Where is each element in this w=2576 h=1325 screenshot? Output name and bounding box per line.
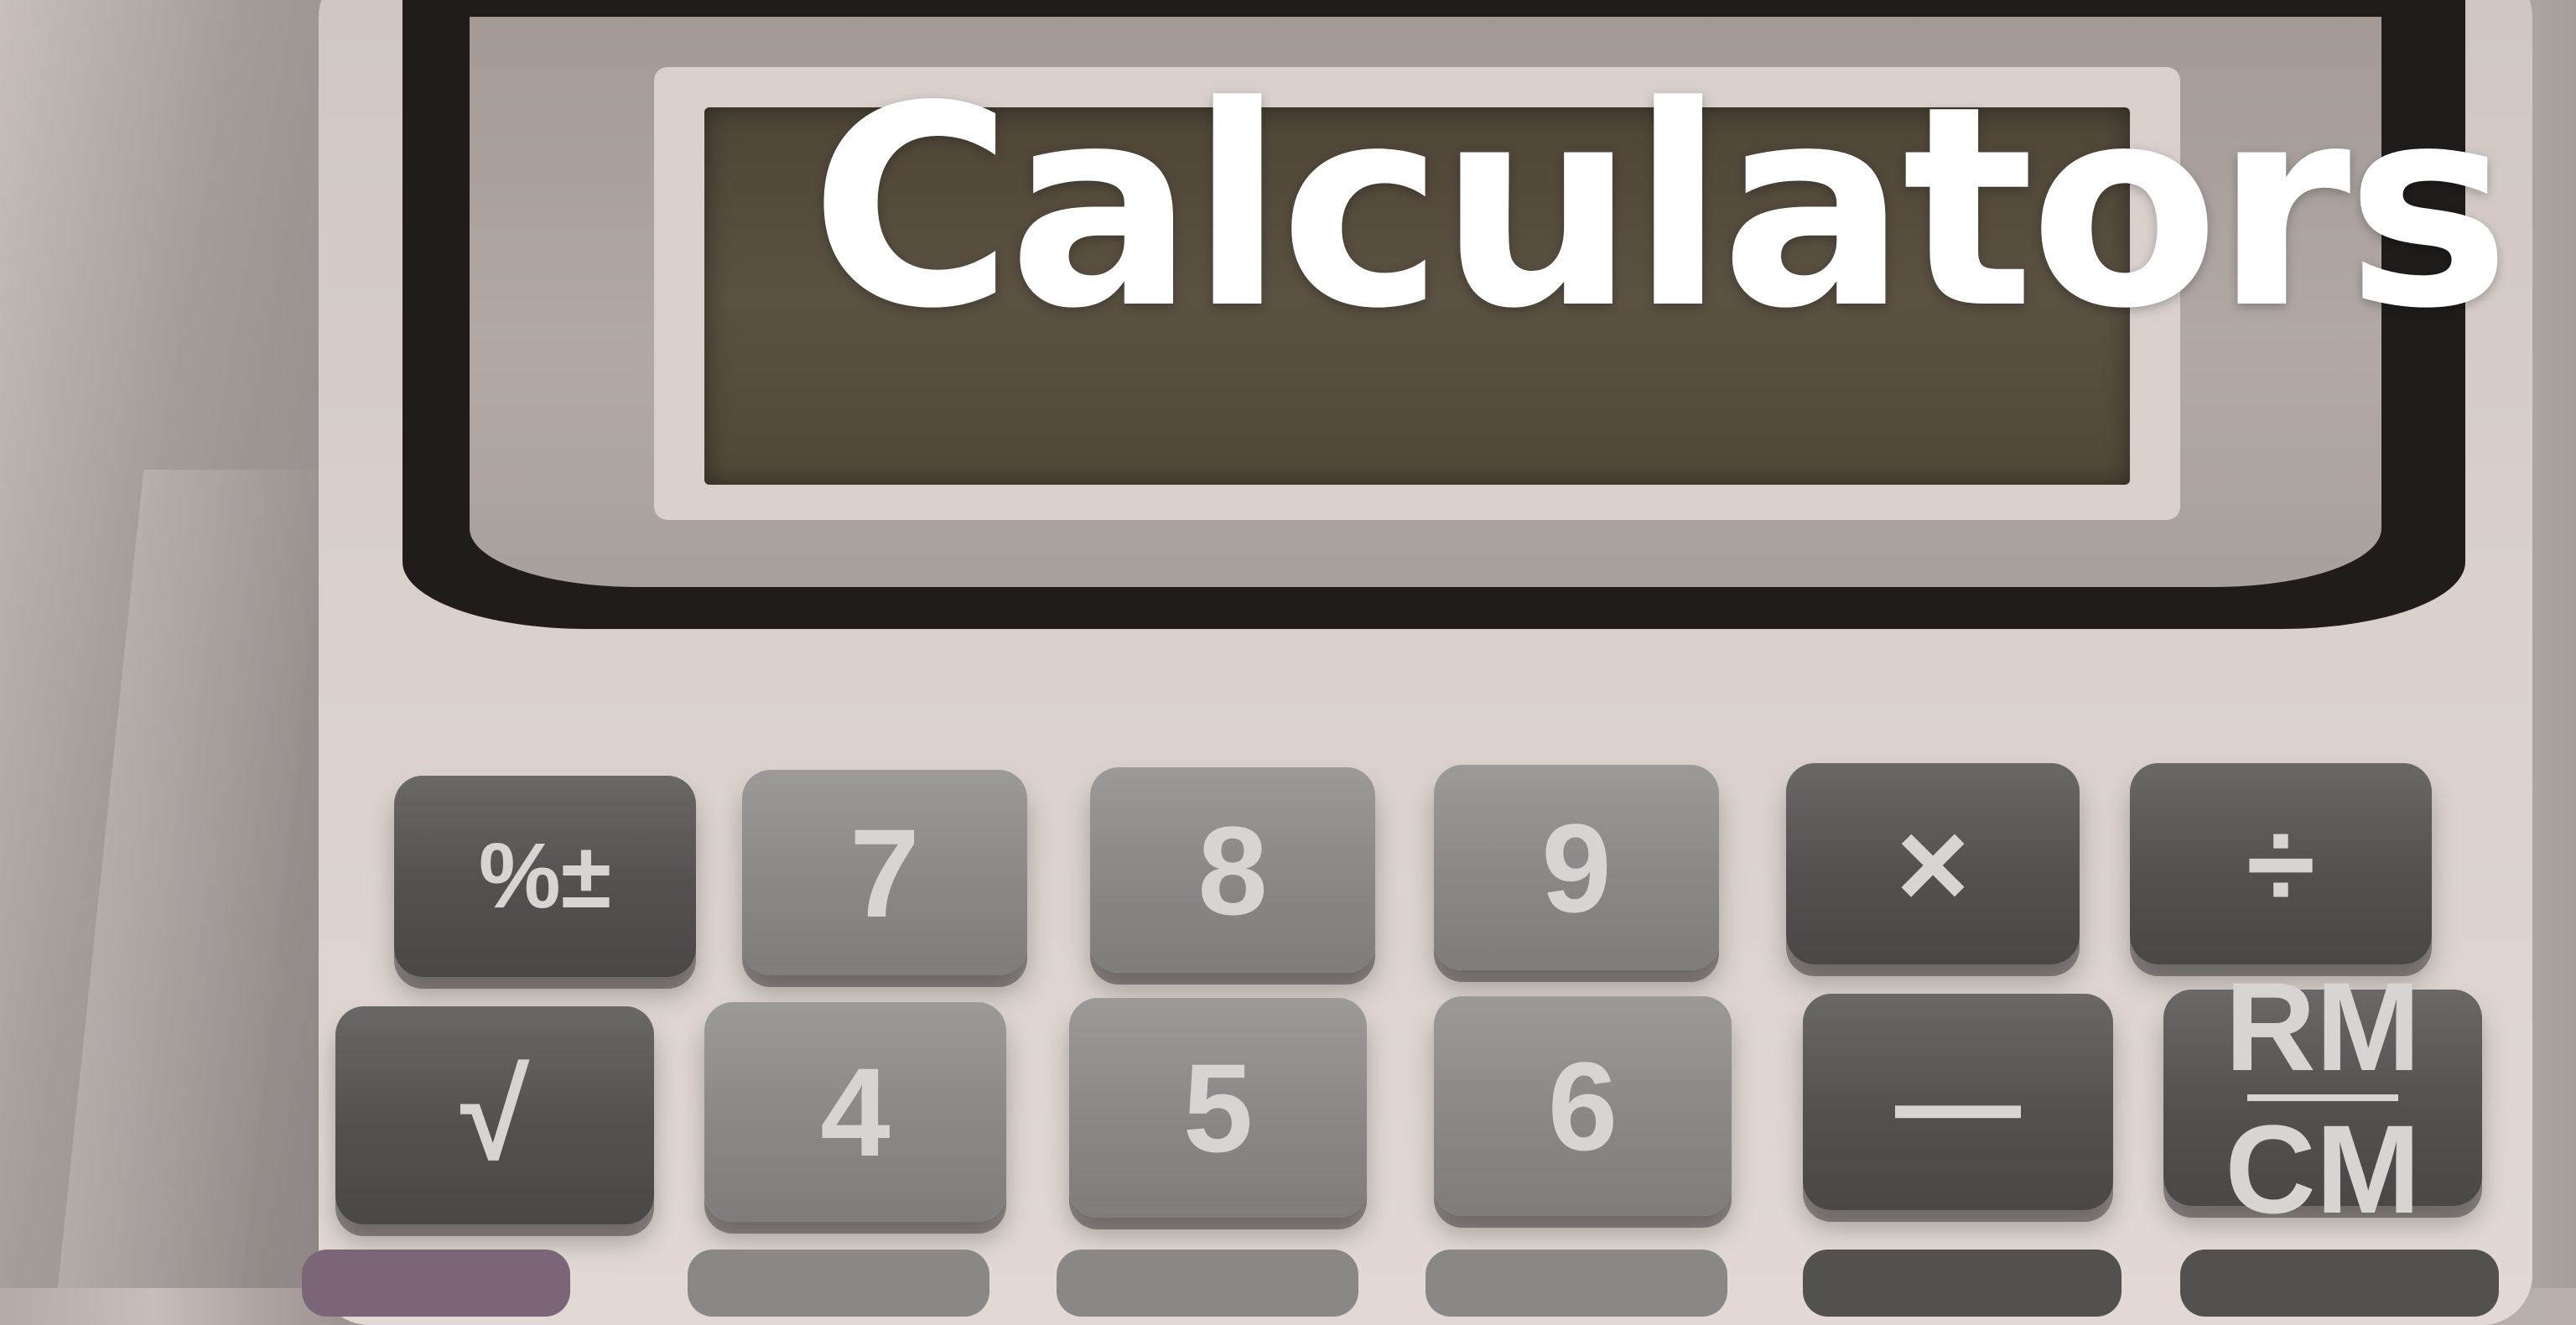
key-minus — [1803, 994, 2113, 1210]
key-9 — [1434, 765, 1719, 970]
key-rm-label: RM — [2225, 956, 2421, 1097]
key-rm-cm-label — [2225, 956, 2421, 1239]
page-title: Calculators — [810, 47, 2506, 369]
key-partial-2 — [688, 1250, 989, 1317]
key-percent-label: %± — [478, 824, 612, 928]
key-6-label: 6 — [1547, 1036, 1618, 1177]
key-9-label: 9 — [1541, 797, 1612, 938]
key-6 — [1434, 996, 1732, 1216]
key-sqrt-label: √ — [460, 1045, 530, 1186]
key-partial-3 — [1057, 1250, 1358, 1317]
key-cm-label: CM — [2225, 1099, 2421, 1239]
key-4-label: 4 — [820, 1042, 891, 1182]
key-8-label: 8 — [1197, 799, 1268, 941]
key-5-label: 5 — [1182, 1037, 1254, 1178]
key-5 — [1069, 998, 1367, 1218]
key-8 — [1090, 767, 1375, 973]
key-multiply — [1786, 763, 2080, 964]
key-minus-label: — — [1895, 1031, 2021, 1172]
key-rm-cm — [2163, 956, 2482, 1239]
key-partial-1 — [302, 1250, 570, 1317]
key-partial-6 — [2180, 1250, 2499, 1317]
key-7-label: 7 — [849, 802, 920, 943]
key-divide — [2130, 763, 2432, 964]
key-sqrt — [335, 1006, 654, 1224]
key-4 — [704, 1002, 1006, 1222]
key-percent — [394, 776, 696, 977]
key-partial-4 — [1426, 1250, 1727, 1317]
key-divide-label: ÷ — [2246, 793, 2316, 934]
key-multiply-label: × — [1896, 793, 1970, 934]
key-partial-5 — [1803, 1250, 2122, 1317]
key-7 — [742, 770, 1027, 975]
